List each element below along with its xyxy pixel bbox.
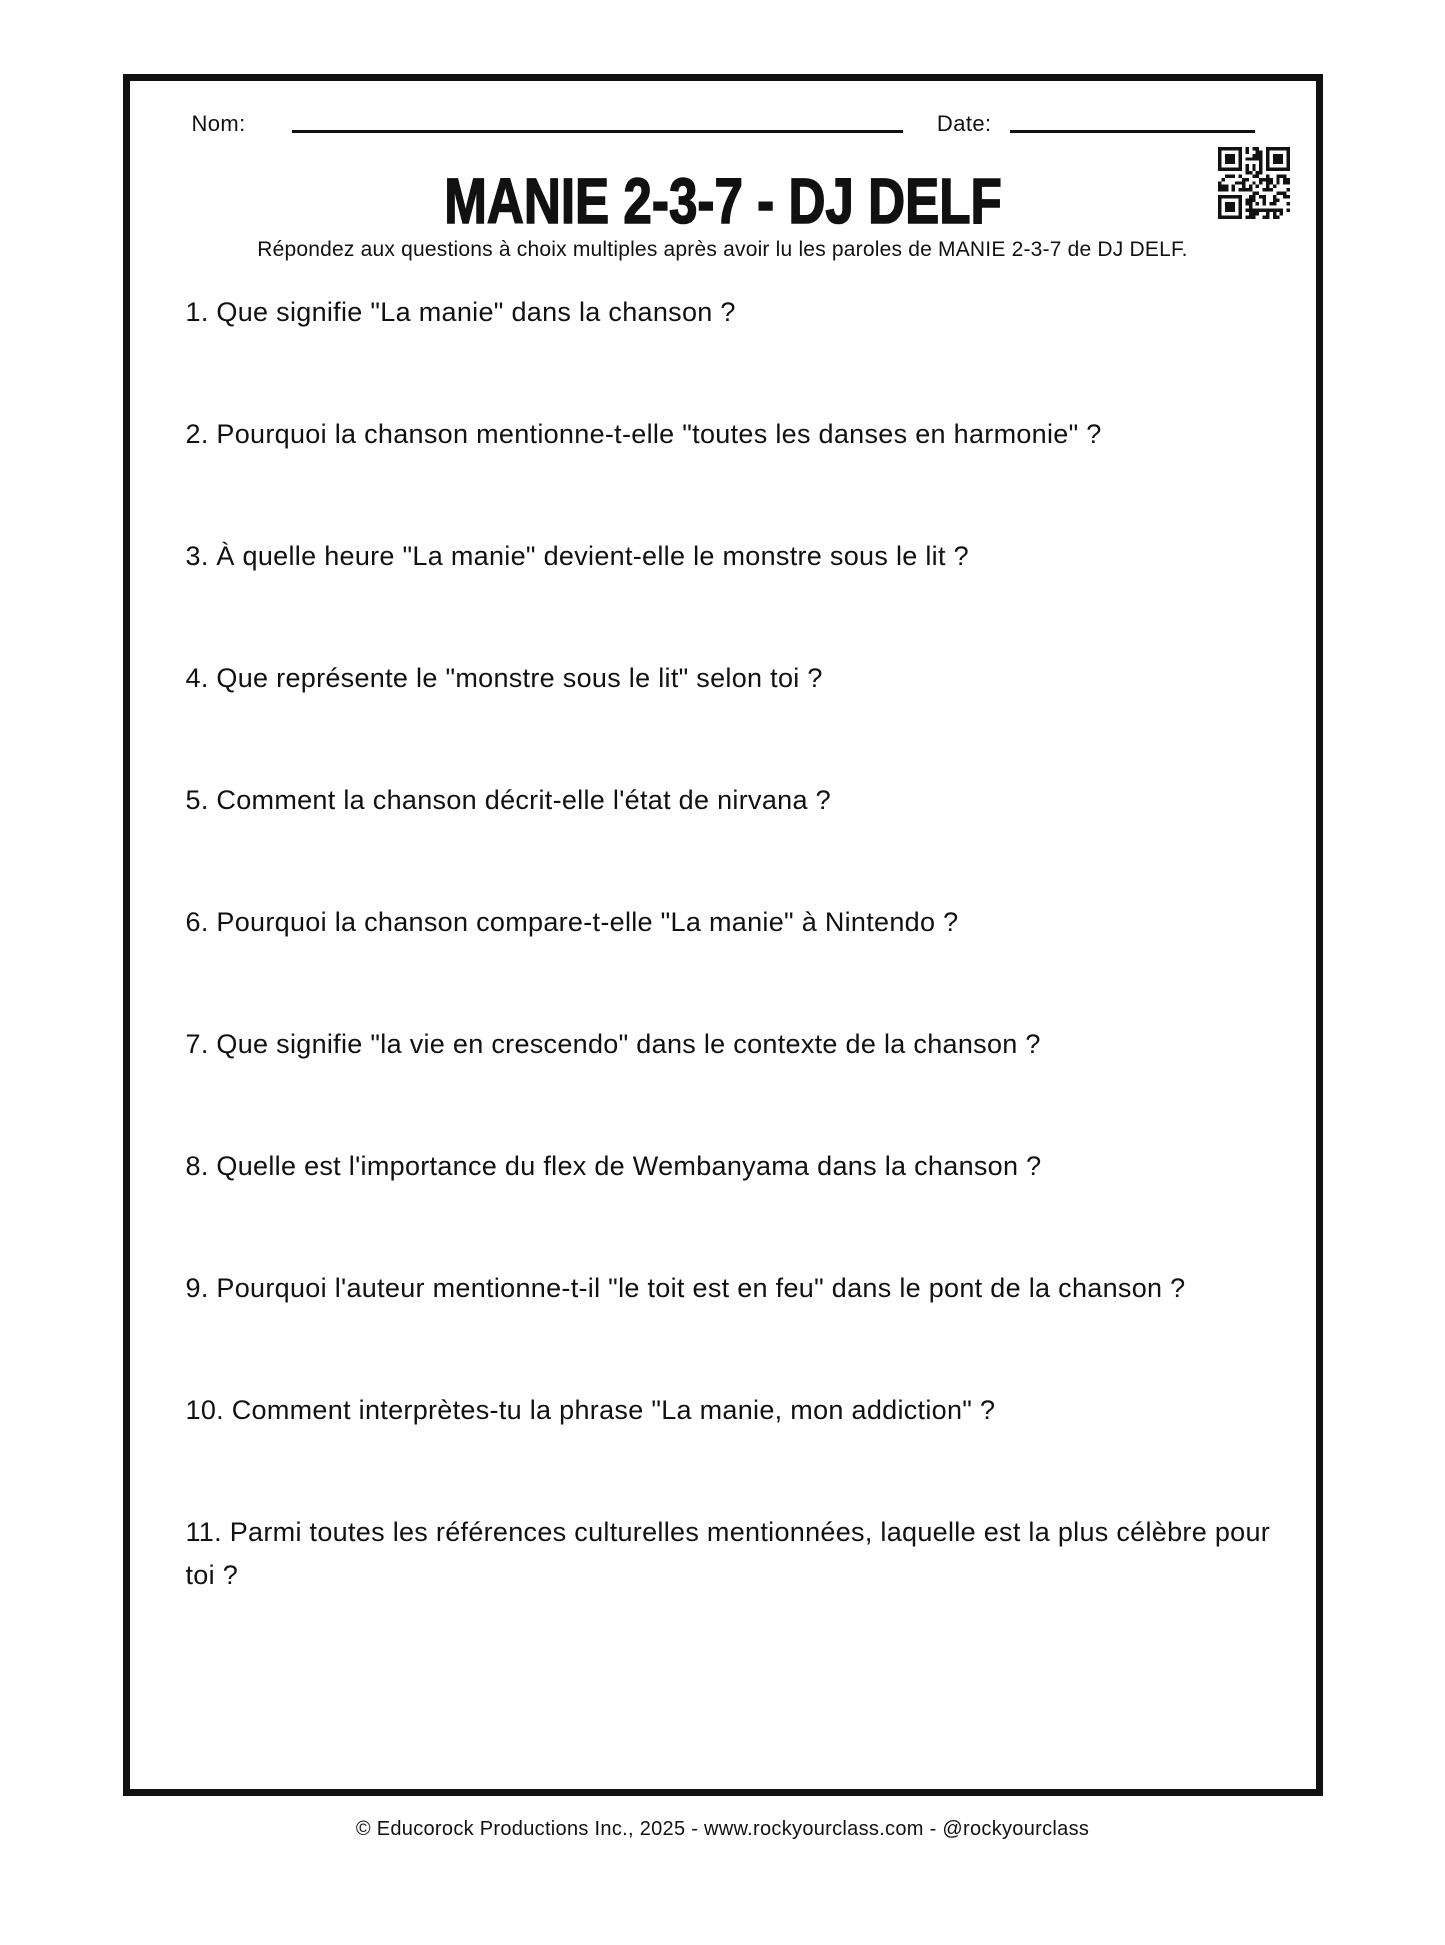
qr-code-icon (1218, 147, 1290, 219)
question-item: 11. Parmi toutes les références culturelles mentionnées, laquelle est la plus célèbre pour toi ? (185, 1517, 1271, 1590)
worksheet-frame (123, 74, 1323, 1796)
name-blank-line (292, 130, 903, 133)
worksheet-page (0, 74, 1445, 1841)
name-date-row (158, 111, 1288, 137)
questions-list (158, 291, 1288, 1597)
question-item: 5. Comment la chanson décrit-elle l'état de nirvana ? (185, 785, 831, 815)
worksheet-instructions: Répondez aux questions à choix multiples après avoir lu les paroles de MANIE 2-3-7 de DJ DELF. (257, 238, 1188, 261)
footer-credit: © Educorock Productions Inc., 2025 - www.rockyourclass.com - @rockyourclass (355, 1818, 1090, 1840)
question-item: 2. Pourquoi la chanson mentionne-t-elle "toutes les danses en harmonie" ? (185, 419, 1102, 449)
question-item: 9. Pourquoi l'auteur mentionne-t-il "le toit est en feu" dans le pont de la chanson ? (185, 1273, 1186, 1303)
date-label: Date: (936, 111, 992, 136)
question-item: 8. Quelle est l'importance du flex de Wembanyama dans la chanson ? (185, 1151, 1042, 1181)
question-item: 6. Pourquoi la chanson compare-t-elle "La manie" à Nintendo ? (185, 907, 959, 937)
question-item: 4. Que représente le "monstre sous le lit" selon toi ? (185, 663, 823, 693)
worksheet-title: MANIE 2-3-7 - DJ DELF (443, 165, 1002, 237)
question-item: 3. À quelle heure "La manie" devient-elle le monstre sous le lit ? (185, 541, 969, 571)
question-item: 7. Que signifie "la vie en crescendo" dans le contexte de la chanson ? (185, 1029, 1041, 1059)
date-blank-line (1010, 130, 1255, 133)
question-item: 10. Comment interprètes-tu la phrase "La manie, mon addiction" ? (185, 1395, 996, 1425)
name-label: Nom: (191, 111, 246, 136)
question-item: 1. Que signifie "La manie" dans la chanson ? (185, 297, 736, 327)
